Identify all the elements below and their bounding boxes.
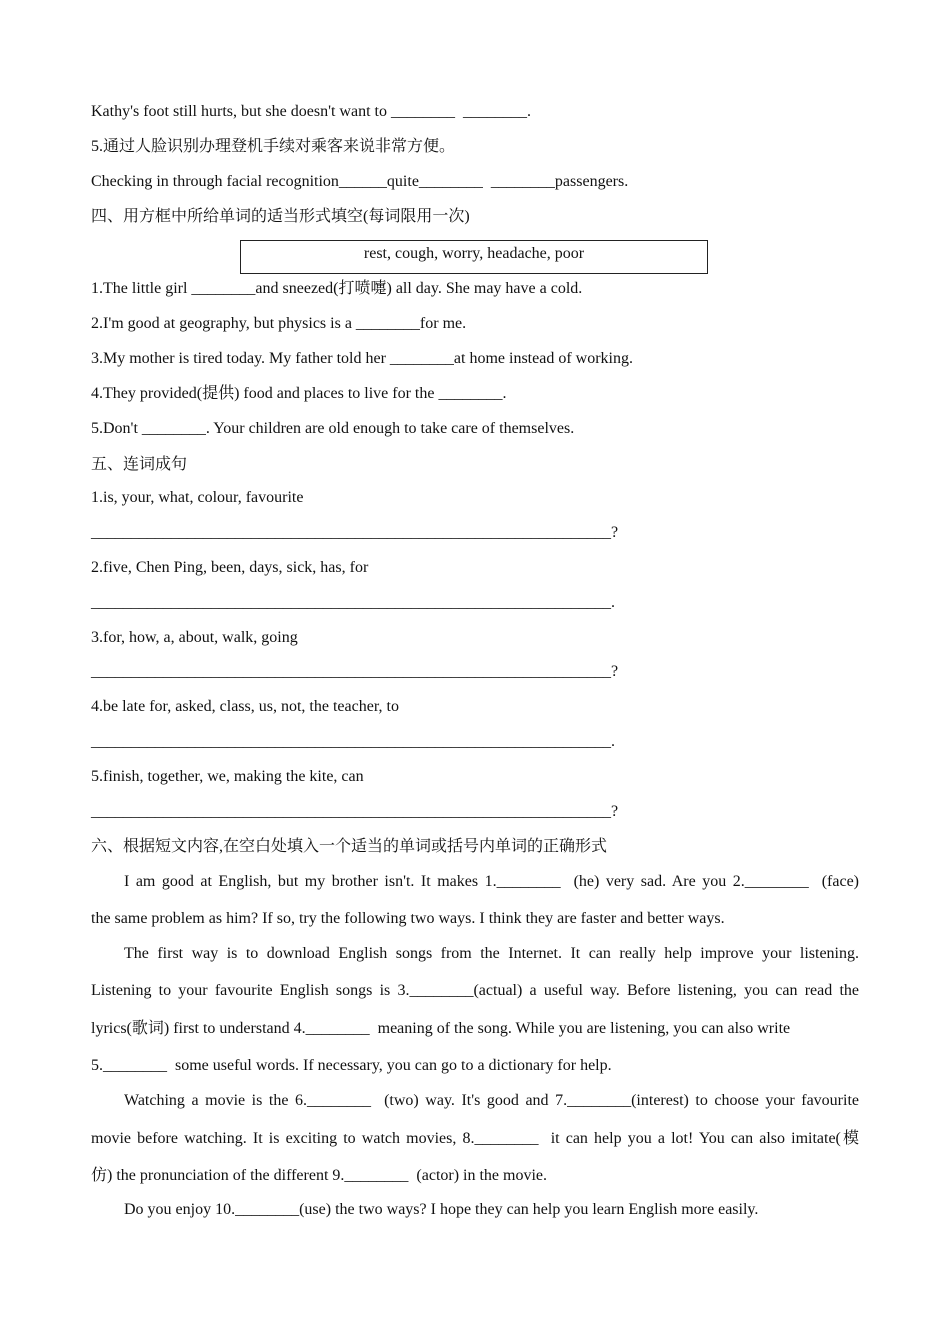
part5-heading: 五、连词成句 [91, 456, 188, 473]
part6-heading: 六、根据短文内容,在空白处填入一个适当的单词或括号内单词的正确形式 [91, 838, 608, 855]
passage-line: lyrics(歌词) first to understand 4.________ meaning of the song. While you are listening, you can also write [91, 1020, 791, 1037]
passage-line: The first way is to download English songs from the Internet. It can really help improve your listening. [124, 945, 859, 962]
passage-line: Listening to your favourite English songs is 3.________(actual) a useful way. Before listening, you can read the [91, 982, 859, 999]
passage-line: Do you enjoy 10.________(use) the two ways? I hope they can help you learn English more easily. [124, 1201, 759, 1218]
part5-answer-line[interactable]: _________________________________________________________________? [91, 663, 619, 680]
part3-q5-chinese: 5.通过人脸识别办理登机手续对乘客来说非常方便。 [91, 138, 456, 155]
word-box [240, 240, 708, 274]
part5-words: 5.finish, together, we, making the kite, can [91, 768, 364, 785]
passage-line: 5.________ some useful words. If necessary, you can go to a dictionary for help. [91, 1057, 612, 1074]
part3-q5-english: Checking in through facial recognition______quite________ ________passengers. [91, 173, 629, 190]
passage-line: 仿) the pronunciation of the different 9.________ (actor) in the movie. [91, 1167, 548, 1184]
part4-heading: 四、用方框中所给单词的适当形式填空(每词限用一次) [91, 208, 470, 225]
part4-item: 2.I'm good at geography, but physics is a ________for me. [91, 315, 467, 332]
part4-item: 4.They provided(提供) food and places to live for the ________. [91, 385, 507, 402]
part4-item: 3.My mother is tired today. My father told her ________at home instead of working. [91, 350, 633, 367]
part5-answer-line[interactable]: _________________________________________________________________. [91, 733, 615, 750]
part4-item: 1.The little girl ________and sneezed(打喷嚏) all day. She may have a cold. [91, 280, 583, 297]
part5-words: 1.is, your, what, colour, favourite [91, 489, 304, 506]
part3-q4-english: Kathy's foot still hurts, but she doesn't want to ________ ________. [91, 103, 531, 120]
passage-line: I am good at English, but my brother isn't. It makes 1.________ (he) very sad. Are you 2.________ (face) [124, 873, 859, 890]
part5-answer-line[interactable]: _________________________________________________________________? [91, 524, 619, 541]
part4-item: 5.Don't ________. Your children are old enough to take care of themselves. [91, 420, 575, 437]
passage-line: Watching a movie is the 6.________ (two) way. It's good and 7.________(interest) to choose your favourite [124, 1092, 859, 1109]
part5-words: 3.for, how, a, about, walk, going [91, 629, 298, 646]
passage-line: the same problem as him? If so, try the following two ways. I think they are faster and better ways. [91, 910, 725, 927]
part5-words: 2.five, Chen Ping, been, days, sick, has, for [91, 559, 369, 576]
passage-line: movie before watching. It is exciting to watch movies, 8.________ it can help you a lot! You can also imitate(模 [91, 1130, 859, 1147]
part5-answer-line[interactable]: _________________________________________________________________? [91, 803, 619, 820]
word-box-text: rest, cough, worry, headache, poor [363, 245, 585, 262]
part5-words: 4.be late for, asked, class, us, not, the teacher, to [91, 698, 399, 715]
part5-answer-line[interactable]: _________________________________________________________________. [91, 594, 615, 611]
